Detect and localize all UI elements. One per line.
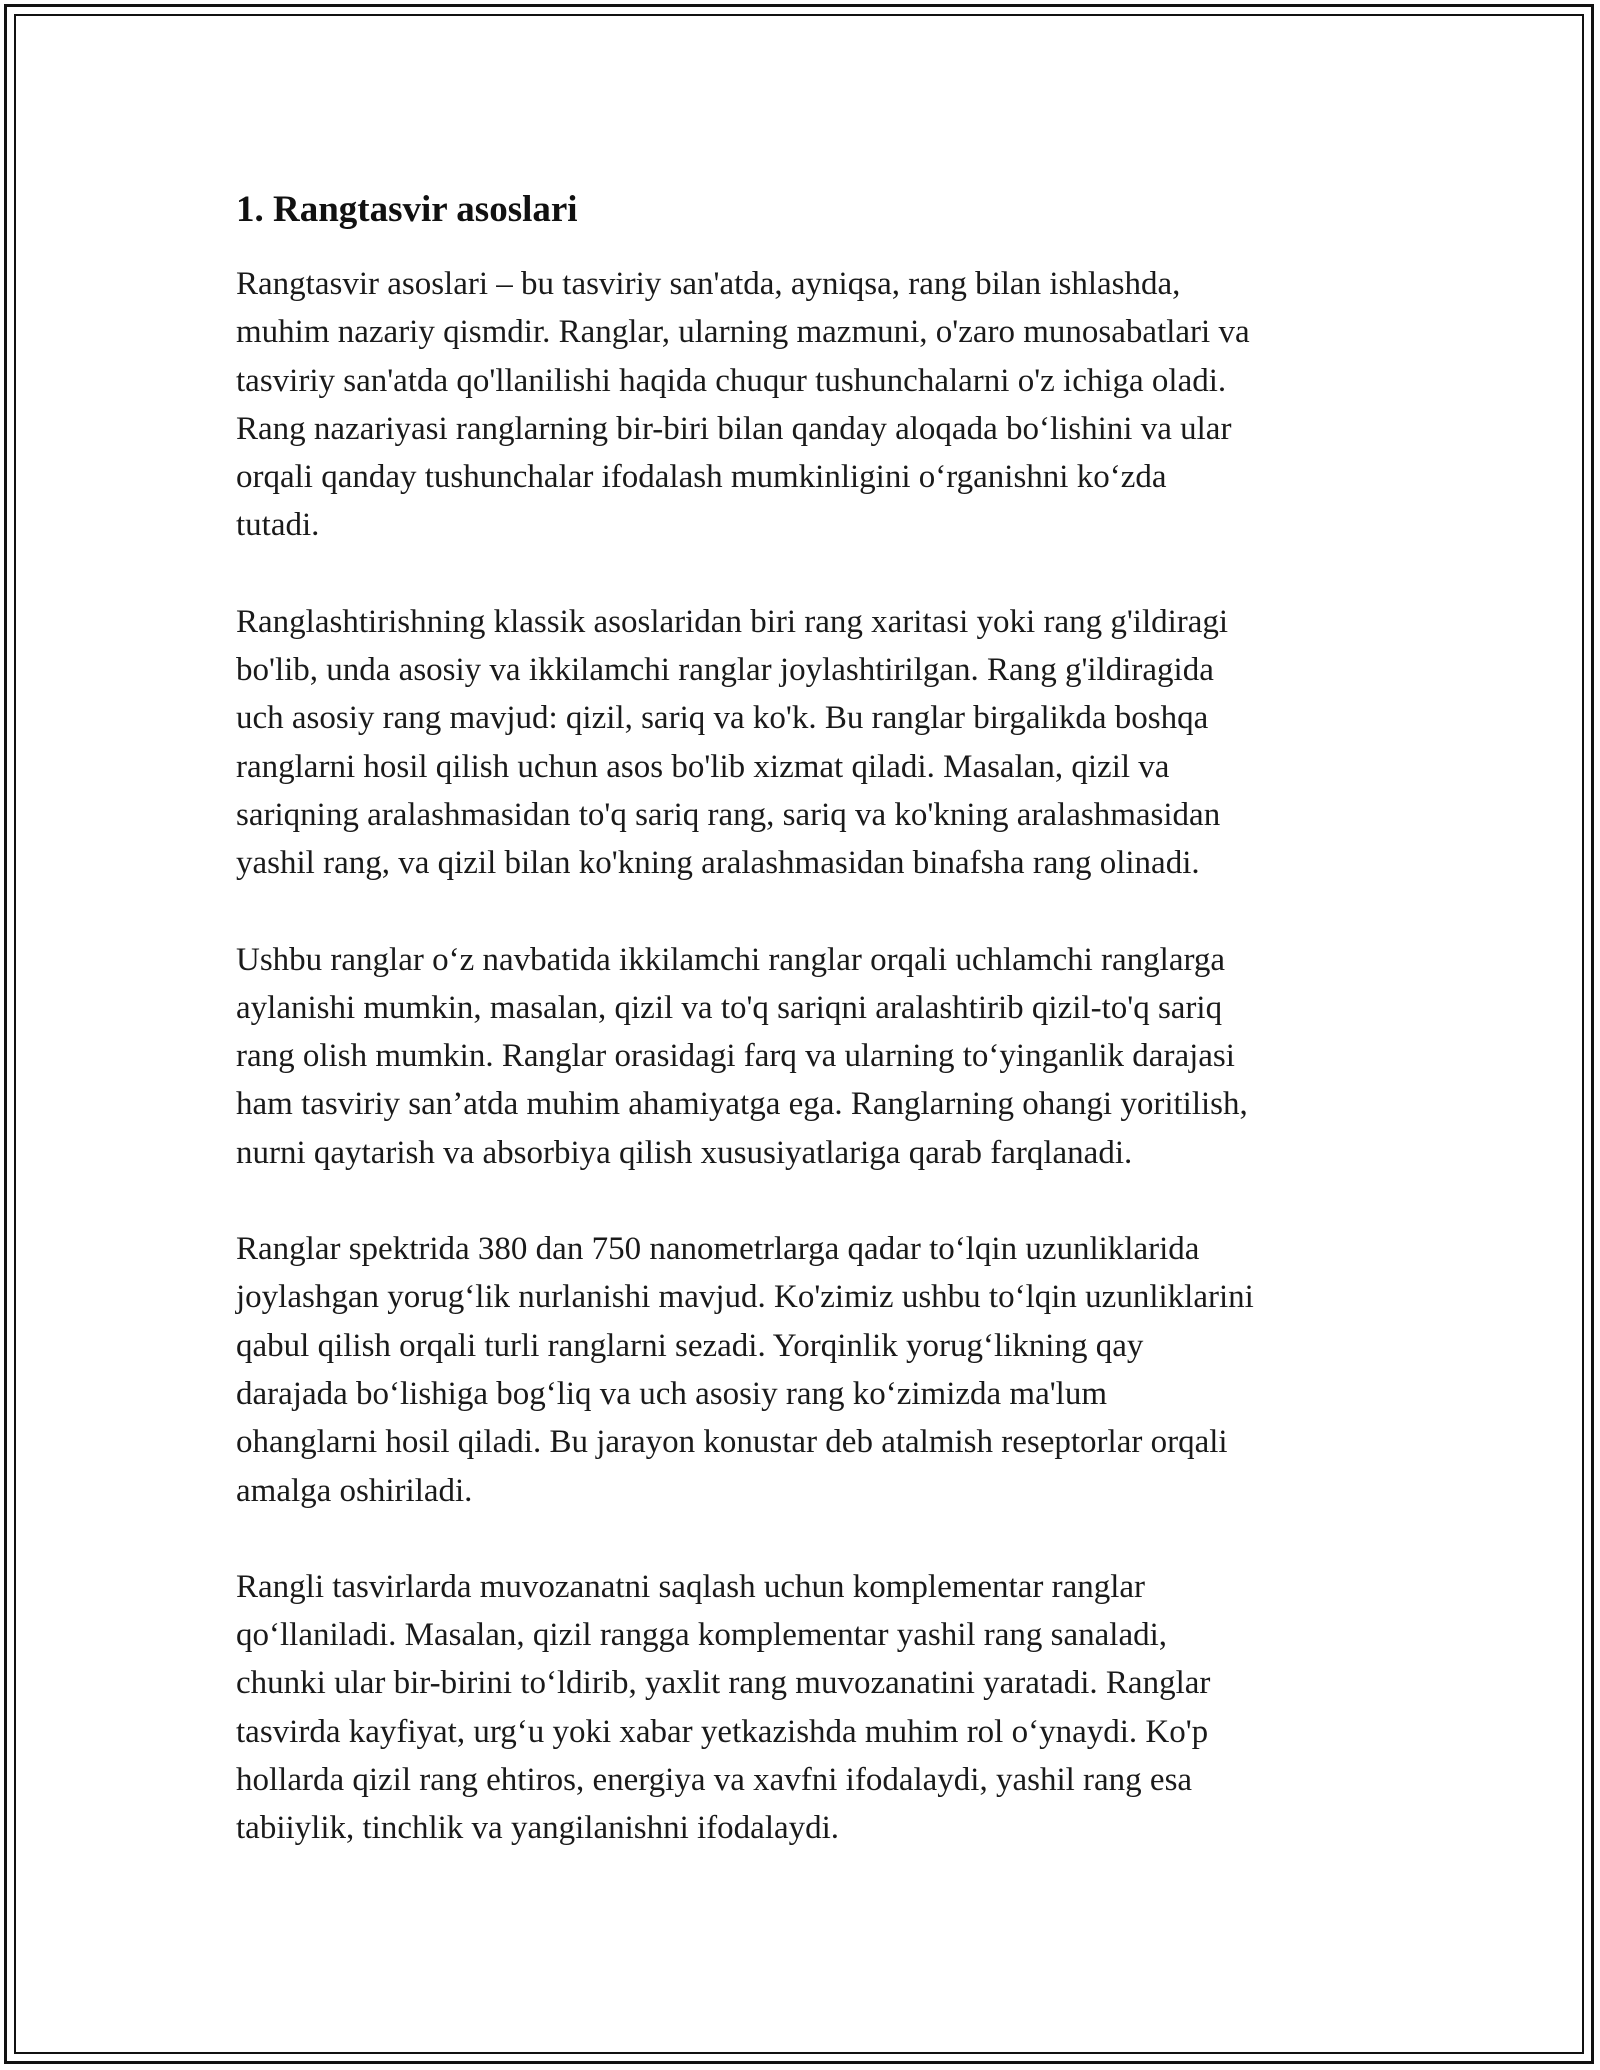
- paragraph-line: tabiiylik, tinchlik va yangilanishni ifodalaydi.: [236, 1810, 840, 1847]
- paragraph-1: [236, 260, 1386, 550]
- paragraph-line: tasviriy san'atda qo'llanilishi haqida chuqur tushunchalarni o'z ichiga oladi.: [236, 362, 1227, 399]
- paragraph-line: Rang nazariyasi ranglarning bir-biri bilan qanday aloqada bo‘lishini va ular: [236, 410, 1232, 447]
- section-title: 1. Rangtasvir asoslari: [236, 189, 578, 230]
- paragraph-line: chunki ular bir-birini to‘ldirib, yaxlit rang muvozanatini yaratadi. Ranglar: [236, 1665, 1211, 1702]
- paragraph-line: hollarda qizil rang ehtiros, energiya va xavfni ifodalaydi, yashil rang esa: [236, 1762, 1193, 1799]
- paragraph-line: muhim nazariy qismdir. Ranglar, ularning mazmuni, o'zaro munosabatlari va: [236, 314, 1250, 351]
- paragraph-line: Rangtasvir asoslari – bu tasviriy san'atda, ayniqsa, rang bilan ishlashda,: [236, 266, 1181, 302]
- paragraph-line: bo'lib, unda asosiy va ikkilamchi ranglar joylashtirilgan. Rang g'ildiragida: [236, 652, 1214, 689]
- paragraph-line: aylanishi mumkin, masalan, qizil va to'q sariqni aralashtirib qizil-to'q sariq: [236, 989, 1223, 1026]
- paragraph-line: yashil rang, va qizil bilan ko'kning aralashmasidan binafsha rang olinadi.: [236, 845, 1200, 882]
- paragraph-line: amalga oshiriladi.: [236, 1472, 473, 1509]
- document-body: [236, 186, 1386, 1901]
- paragraph-line: Ranglar spektrida 380 dan 750 nanometrlarga qadar to‘lqin uzunliklarida: [236, 1231, 1200, 1268]
- paragraph-line: Ushbu ranglar o‘z navbatida ikkilamchi ranglar orqali uchlamchi ranglarga: [236, 941, 1226, 978]
- paragraph-line: joylashgan yorug‘lik nurlanishi mavjud. Ko'zimiz ushbu to‘lqin uzunliklarini: [236, 1279, 1254, 1316]
- paragraph-3: [236, 936, 1386, 1177]
- paragraph-line: Ranglashtirishning klassik asoslaridan biri rang xaritasi yoki rang g'ildiragi: [236, 603, 1229, 640]
- paragraph-5: [236, 1563, 1386, 1853]
- paragraph-2: [236, 598, 1386, 888]
- paragraph-line: sariqning aralashmasidan to'q sariq rang, sariq va ko'kning aralashmasidan: [236, 796, 1221, 833]
- paragraph-line: nurni qaytarish va absorbiya qilish xususiyatlariga qarab farqlanadi.: [236, 1134, 1133, 1171]
- paragraph-line: rang olish mumkin. Ranglar orasidagi farq va ularning to‘yinganlik darajasi: [236, 1038, 1235, 1075]
- paragraph-line: tasvirda kayfiyat, urg‘u yoki xabar yetkazishda muhim rol o‘ynaydi. Ko'p: [236, 1713, 1209, 1750]
- paragraph-line: ohanglarni hosil qiladi. Bu jarayon konustar deb atalmish reseptorlar orqali: [236, 1424, 1228, 1461]
- paragraph-line: orqali qanday tushunchalar ifodalash mumkinligini o‘rganishni ko‘zda: [236, 459, 1167, 496]
- paragraph-4: [236, 1225, 1386, 1515]
- paragraph-line: uch asosiy rang mavjud: qizil, sariq va ko'k. Bu ranglar birgalikda boshqa: [236, 700, 1209, 737]
- paragraph-line: ham tasviriy san’atda muhim ahamiyatga ega. Ranglarning ohangi yoritilish,: [236, 1086, 1248, 1123]
- paragraph-line: Rangli tasvirlarda muvozanatni saqlash uchun komplementar ranglar: [236, 1568, 1146, 1605]
- paragraph-line: ranglarni hosil qilish uchun asos bo'lib xizmat qiladi. Masalan, qizil va: [236, 748, 1170, 785]
- paragraph-line: qabul qilish orqali turli ranglarni sezadi. Yorqinlik yorug‘likning qay: [236, 1327, 1144, 1364]
- paragraph-line: darajada bo‘lishiga bog‘liq va uch asosiy rang ko‘zimizda ma'lum: [236, 1375, 1108, 1412]
- paragraph-line: qo‘llaniladi. Masalan, qizil rangga komplementar yashil rang sanaladi,: [236, 1617, 1168, 1654]
- paragraph-line: tutadi.: [236, 507, 320, 544]
